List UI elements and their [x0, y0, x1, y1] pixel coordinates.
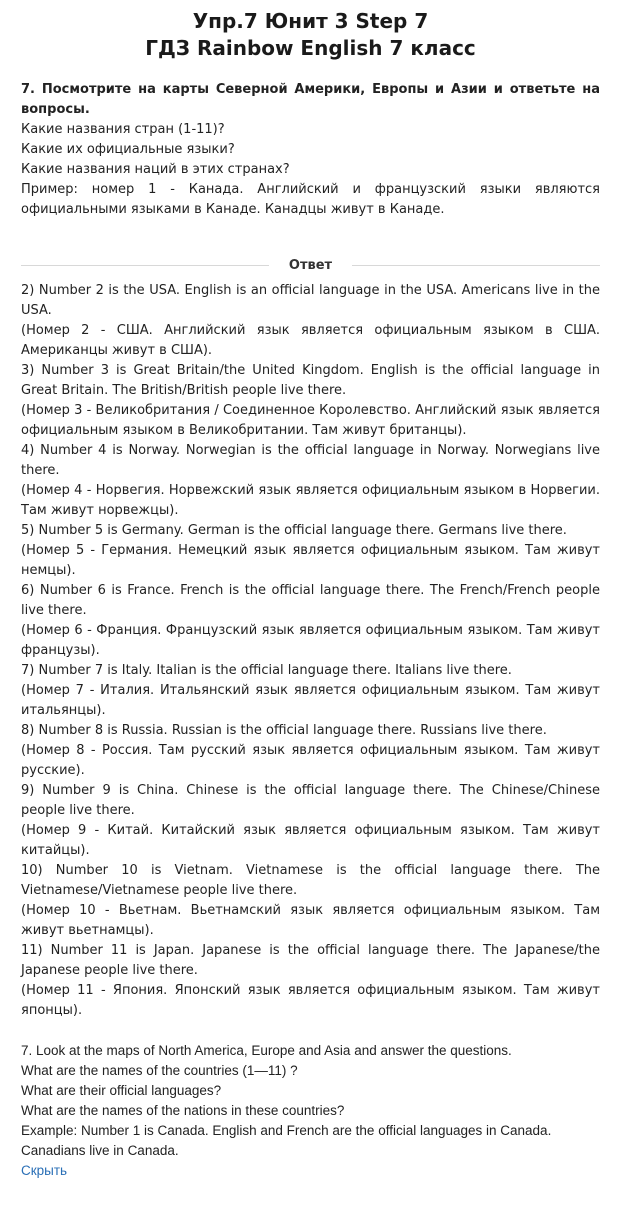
- answer-line: (Номер 4 - Норвегия. Норвежский язык является официальным языком в Норвегии. Там живут норвежцы).: [21, 483, 600, 518]
- task-line: Какие их официальные языки?: [21, 142, 235, 157]
- answer-line: 3) Number 3 is Great Britain/the United Kingdom. English is the official language in Great Britain. The British/British people live there.: [21, 363, 600, 398]
- answer-line: (Номер 5 - Германия. Немецкий язык является официальным языком. Там живут немцы).: [21, 543, 600, 578]
- answer-line: (Номер 6 - Франция. Французский язык является официальным языком. Там живут французы).: [21, 623, 600, 658]
- english-task-line: What are their official languages?: [21, 1083, 222, 1098]
- answer-line: 7) Number 7 is Italy. Italian is the official language there. Italians live there.: [21, 663, 512, 678]
- task-heading: 7. Посмотрите на карты Северной Америки, Европы и Азии и ответьте на вопросы.: [21, 82, 600, 117]
- task-line: Какие названия наций в этих странах?: [21, 162, 290, 177]
- english-task-line: What are the names of the countries (1—11) ?: [21, 1063, 298, 1078]
- english-task-line: Example: Number 1 is Canada. English and French are the official languages in Canada. Canadians live in Canada.: [21, 1123, 552, 1158]
- answer-line: 6) Number 6 is France. French is the official language there. The French/French people live there.: [21, 583, 600, 618]
- answer-line: (Номер 11 - Япония. Японский язык является официальным языком. Там живут японцы).: [21, 983, 600, 1018]
- task-line: Пример: номер 1 - Канада. Английский и французский языки являются официальными языками в Канаде. Канадцы живут в Канаде.: [21, 182, 600, 217]
- answer-line: (Номер 2 - США. Английский язык является официальным языком в США. Американцы живут в США).: [21, 323, 600, 358]
- answer-line: (Номер 3 - Великобритания / Соединенное Королевство. Английский язык является официальным языком в Великобритании. Там живут британцы).: [21, 403, 600, 438]
- answer-line: 11) Number 11 is Japan. Japanese is the official language there. The Japanese/the Japanese people live there.: [21, 943, 600, 978]
- english-task-line: What are the names of the nations in these countries?: [21, 1103, 345, 1118]
- task-english: [21, 1041, 600, 1181]
- title-line-2: ГДЗ Rainbow English 7 класс: [145, 36, 476, 60]
- answer-label: Ответ: [288, 258, 333, 273]
- answer-line: 10) Number 10 is Vietnam. Vietnamese is the official language there. The Vietnamese/Vietnamese people live there.: [21, 863, 600, 898]
- answer-line: 5) Number 5 is Germany. German is the official language there. Germans live there.: [21, 523, 567, 538]
- title-line-1: Упр.7 Юнит 3 Step 7: [192, 9, 429, 33]
- answer-line: (Номер 8 - Россия. Там русский язык является официальным языком. Там живут русские).: [21, 743, 600, 778]
- task-line: Какие названия стран (1-11)?: [21, 122, 225, 137]
- answer-line: (Номер 7 - Италия. Итальянский язык является официальным языком. Там живут итальянцы).: [21, 683, 600, 718]
- answer-line: (Номер 10 - Вьетнам. Вьетнамский язык является официальным языком. Там живут вьетнамцы).: [21, 903, 600, 938]
- answers-block: [21, 281, 600, 1021]
- answer-separator: [21, 258, 600, 273]
- page-title: [21, 8, 600, 62]
- answer-line: 4) Number 4 is Norway. Norwegian is the official language in Norway. Norwegians live there.: [21, 443, 600, 478]
- hide-link[interactable]: Скрыть: [21, 1163, 68, 1178]
- task-russian: [21, 80, 600, 220]
- answer-line: (Номер 9 - Китай. Китайский язык является официальным языком. Там живут китайцы).: [21, 823, 600, 858]
- answer-line: 2) Number 2 is the USA. English is an official language in the USA. Americans live in the USA.: [21, 283, 600, 318]
- separator-rule-right: [352, 265, 600, 266]
- english-task-line: 7. Look at the maps of North America, Europe and Asia and answer the questions.: [21, 1043, 512, 1058]
- answer-line: 8) Number 8 is Russia. Russian is the official language there. Russians live there.: [21, 723, 547, 738]
- answer-line: 9) Number 9 is China. Chinese is the official language there. The Chinese/Chinese people live there.: [21, 783, 600, 818]
- separator-rule-left: [21, 265, 269, 266]
